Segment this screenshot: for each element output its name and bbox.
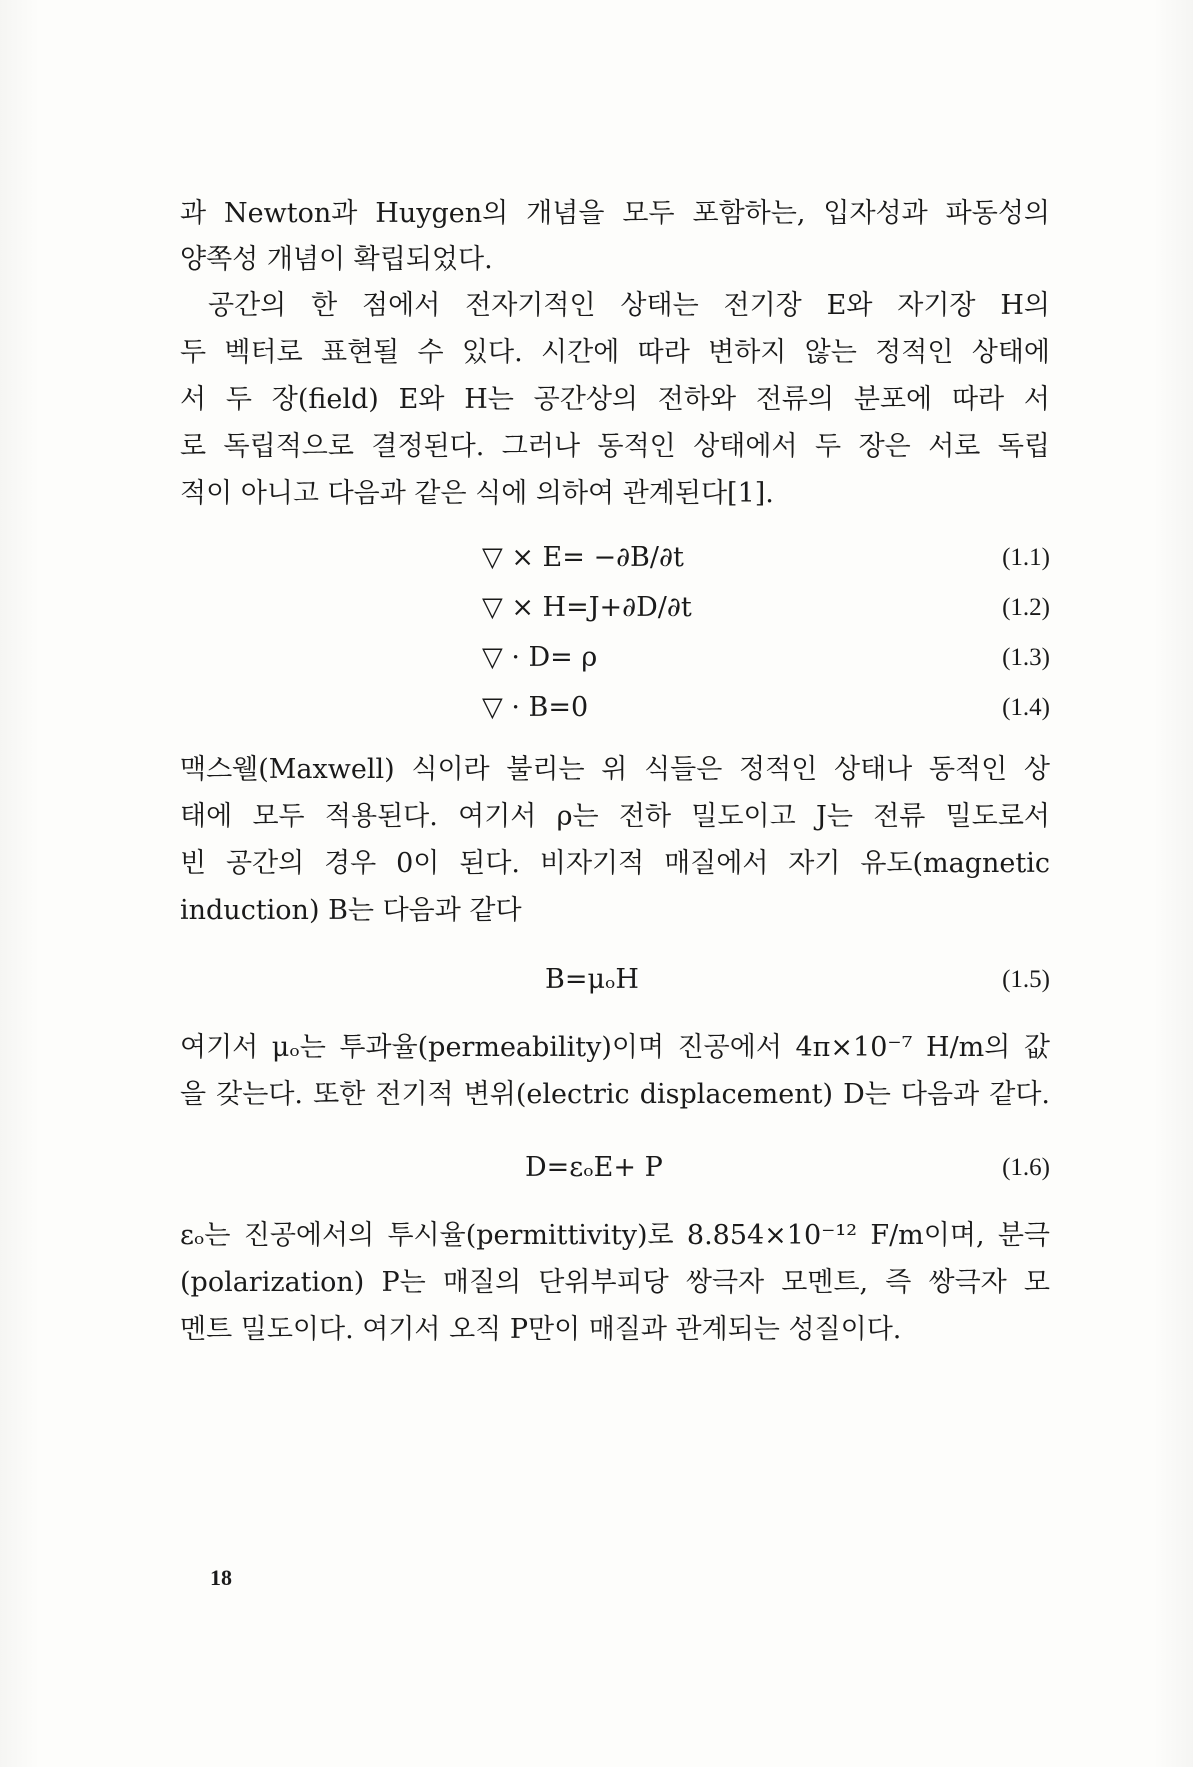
- paragraph-3-line-2: 태에 모두 적용된다. 여기서 ρ는 전하 밀도이고 J는 전류 밀도로서: [180, 801, 1050, 832]
- paragraph-3-line-4: induction) B는 다음과 같다: [180, 895, 522, 926]
- paragraph-3-line-3: 빈 공간의 경우 0이 된다. 비자기적 매질에서 자기 유도(magnetic: [180, 848, 1050, 879]
- equation-1-3: ▽ · D= ρ: [482, 642, 598, 673]
- page-edge-shadow-right: [1153, 0, 1193, 1767]
- page-number: 18: [210, 1565, 232, 1590]
- paragraph-5-line-3: 멘트 밀도이다. 여기서 오직 P만이 매질과 관계되는 성질이다.: [180, 1314, 902, 1345]
- paragraph-2-line-5: 적이 아니고 다음과 같은 식에 의하여 관계된다[1].: [180, 478, 774, 509]
- equation-1-6: D=εₒE+ P: [525, 1152, 663, 1183]
- paragraph-1-line-2: 양쪽성 개념이 확립되었다.: [180, 244, 493, 275]
- equation-1-4: ▽ · B=0: [482, 692, 589, 723]
- equation-1-1-number: (1.1): [1002, 544, 1050, 571]
- paragraph-2-line-2: 두 벡터로 표현될 수 있다. 시간에 따라 변하지 않는 정적인 상태에: [180, 337, 1050, 368]
- paragraph-5-line-2: (polarization) P는 매질의 단위부피당 쌍극자 모멘트, 즉 쌍극자 모: [180, 1267, 1050, 1298]
- page-edge-shadow-left: [0, 0, 40, 1767]
- equation-1-5: B=μₒH: [545, 964, 639, 995]
- paragraph-4-line-1: 여기서 μₒ는 투과율(permeability)이며 진공에서 4π×10⁻⁷ H/m의 값: [180, 1032, 1050, 1063]
- paragraph-5-line-1: εₒ는 진공에서의 투시율(permittivity)로 8.854×10⁻¹² F/m이며, 분극: [180, 1220, 1050, 1251]
- equation-1-1: ▽ × E= −∂B/∂t: [482, 542, 684, 573]
- paragraph-4-line-2: 을 갖는다. 또한 전기적 변위(electric displacement) D는 다음과 같다.: [180, 1079, 1050, 1110]
- paragraph-2-line-3: 서 두 장(field) E와 H는 공간상의 전하와 전류의 분포에 따라 서: [180, 384, 1050, 415]
- paragraph-1-line-1: 과 Newton과 Huygen의 개념을 모두 포함하는, 입자성과 파동성의: [180, 198, 1050, 229]
- paragraph-2-line-1: 공간의 한 점에서 전자기적인 상태는 전기장 E와 자기장 H의: [208, 290, 1050, 321]
- equation-1-2: ▽ × H=J+∂D/∂t: [482, 592, 692, 623]
- equation-1-4-number: (1.4): [1002, 694, 1050, 721]
- equation-1-6-number: (1.6): [1002, 1154, 1050, 1181]
- paragraph-2-line-4: 로 독립적으로 결정된다. 그러나 동적인 상태에서 두 장은 서로 독립: [180, 431, 1050, 462]
- equation-1-3-number: (1.3): [1002, 644, 1050, 671]
- equation-1-2-number: (1.2): [1002, 594, 1050, 621]
- equation-1-5-number: (1.5): [1002, 966, 1050, 993]
- paragraph-3-line-1: 맥스웰(Maxwell) 식이라 불리는 위 식들은 정적인 상태나 동적인 상: [180, 754, 1050, 785]
